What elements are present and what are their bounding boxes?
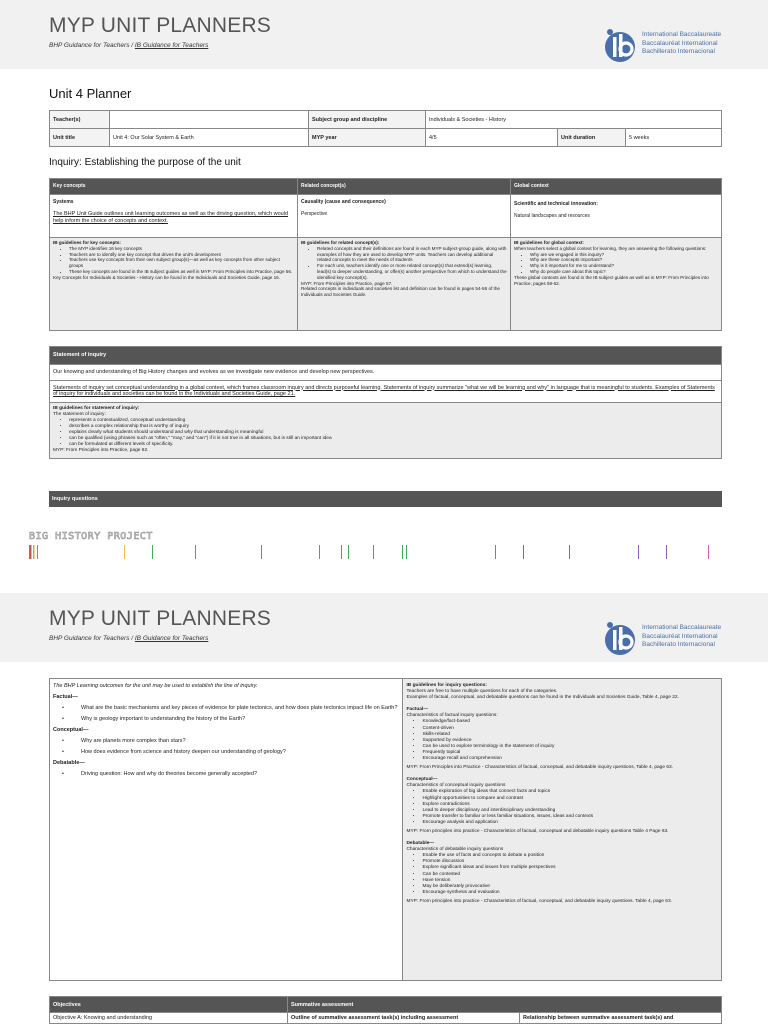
iq-guide-item: • Lead to deeper disciplinary and interdisciplinary understanding [422, 808, 718, 814]
duration-label: Unit duration [558, 129, 626, 147]
concepts-table [49, 178, 722, 331]
iq-guide-debatable-label: Debatable— [406, 841, 435, 847]
iq-guide-factual-foot: MYP: From Principles into Practice - Characteristics of factual, conceptual, and debatable inquiry questions, Table 4, page 63. [406, 765, 674, 771]
myp-year-value[interactable]: 4/5 [426, 129, 558, 147]
global-context-value-2: Natural landscapes and resources [514, 213, 590, 220]
iq-guide-item: • Promote transfer to familiar or less familiar situations, issues, ideas and contexts [422, 814, 718, 820]
big-history-project-logo: BIG HISTORY PROJECT [29, 531, 153, 542]
iq-guide-item: • Skills-related [422, 732, 718, 738]
iq-guide-item: • Enable exploration of big ideas that connect facts and topics [422, 789, 718, 795]
objectives-header: Objectives [50, 997, 288, 1013]
inquiry-questions-header: Inquiry questions [49, 491, 722, 507]
iq-guide-item: • May be deliberately provocative [422, 884, 718, 890]
iq-guide-conceptual-foot: MYP: From principles into practice - Characteristics of factual, conceptual and debatable inquiry questions Table 4 Page 63. [406, 828, 669, 834]
ib-line-3: Bachillerato Internacional [642, 48, 715, 55]
inquiry-heading: Inquiry: Establishing the purpose of the unit [49, 157, 241, 168]
statement-guide-item: • can be formulated at different levels of specificity. [69, 442, 718, 448]
conceptual-question: • How does evidence from science and history deepen our understanding of geology? [53, 749, 399, 756]
iq-guide-intro-1: Teachers are free to have multiple questions for each of the categories. [406, 689, 558, 695]
global-guide-intro: When teachers select a global context for learning, they are answering the following questions: [514, 245, 707, 251]
statement-guide-item: • explains clearly what students should understand and why that understanding is meaningful [69, 430, 718, 436]
key-guide-item: • Teachers are to identify one key concept that drives the unit's development [69, 252, 294, 258]
global-guide-item: • Why are these concepts important? [530, 257, 718, 263]
summative-outline-header: Outline of summative assessment task(s) including assessment [288, 1013, 520, 1024]
teacher-value[interactable] [110, 111, 309, 129]
statement-text[interactable]: Our knowing and understanding of Big History changes and evolves as we investigate new evidence and develop new perspectives. [50, 364, 721, 380]
iq-guide-item: • Highlight opportunities to compare and contrast [422, 796, 718, 802]
related-concept-value-1: Causality (cause and consequence) [301, 199, 386, 205]
iq-guide-factual-label: Factual— [406, 707, 429, 713]
page1-subtitle-a: BHP Guidance for Teachers / [49, 42, 135, 49]
iq-guide-item: • Can be contested [422, 872, 718, 878]
iq-guide-intro-2: Examples of factual, conceptual, and debatable questions can be found in the Individuals and Societies Guide, Table 4, page 22. [406, 695, 679, 701]
inquiry-questions-cell[interactable] [50, 679, 403, 981]
ib-wordmark [642, 624, 721, 650]
page2-subtitle [49, 635, 208, 642]
iq-guide-item: • Encourage analysis and application [422, 820, 718, 826]
ib-line-1: International Baccalaureate [642, 31, 722, 38]
page1-header [0, 0, 768, 69]
objective-a[interactable]: Objective A: Knowing and understanding [50, 1013, 288, 1024]
global-guide-item: • Why do people care about this topic? [530, 269, 718, 275]
page1-title: MYP UNIT PLANNERS [49, 14, 272, 37]
statement-of-inquiry-box [49, 346, 722, 459]
iq-guide-debatable-intro: Characteristics of debatable inquiry questions [406, 847, 504, 853]
iq-guide-item: • Explore contradictions [422, 802, 718, 808]
statement-guide-foot: MYP: From Principles into Practice, page 62. [53, 448, 149, 454]
debatable-question: • Driving question: How and why do theories become generally accepted? [53, 771, 399, 778]
iq-guide-item: • Frequently topical [422, 750, 718, 756]
ib-wordmark [642, 31, 721, 57]
objectives-table [49, 996, 722, 1024]
related-guide-item: • Related concepts and their definitions are found in each MYP subject-group guide, along with examples of how they are used to develop MYP units. Teachers can develop additional related concepts to meet the needs of students [317, 246, 507, 263]
iq-guide-item: • Have tension [422, 878, 718, 884]
global-guide-item: • Why are we engaged in this inquiry? [530, 252, 718, 258]
key-guide-item: • These key concepts are found in the IB subject guides as well in MYP: From Principles into Practice, page 56. [69, 269, 294, 275]
ib-line-1: International Baccalaureate [642, 624, 722, 631]
page2-header [0, 593, 768, 662]
inquiry-questions-guide [403, 679, 722, 981]
related-guide-item: • For each unit, teachers identify one or more related concept(s) that extend(s) learning, lead(s) to deeper understanding, or offer(s) another perspective from which to understand the identified key concept(s). [317, 263, 507, 280]
page1-subtitle [49, 42, 208, 49]
iq-guide-conceptual-intro: Characteristics of conceptual inquiry questions [406, 783, 506, 789]
global-guide-foot: These global contexts are found in the IB subject guides as well as in MYP: From Principles into Practice, pages 59-62. [514, 274, 709, 286]
unit-title-value[interactable]: Unit 4: Our Solar System & Earth [110, 129, 309, 147]
key-concept-note: The BHP Unit Guide outlines unit learning outcomes as well as the driving question, which would help inform the choice of concepts and context. [53, 211, 288, 225]
iq-guide-title: IB guidelines for inquiry questions: [406, 683, 487, 688]
iq-guide-debatable-foot: MYP: From principles into practice - Characteristics of factual, conceptual, and debatable inquiry questions. Table 4, page 63. [406, 898, 672, 904]
key-guide-item: • The MYP identifies 16 key concepts [69, 246, 294, 252]
key-concept-value: Systems [53, 199, 74, 205]
iq-guide-item: • Explore significant ideas and issues from multiple perspectives [422, 865, 718, 871]
ib-logo-icon [603, 24, 635, 64]
global-guide-item: • Why is it important for me to understand? [530, 263, 718, 269]
iq-guide-factual-intro: Characteristics of factual inquiry questions: [406, 713, 498, 719]
global-context-header: Global context [511, 179, 722, 195]
unit-title-label: Unit title [50, 129, 110, 147]
page2-subtitle-link[interactable]: IB Guidance for Teachers [134, 635, 209, 642]
unit-heading: Unit 4 Planner [49, 86, 132, 101]
duration-value[interactable]: 5 weeks [626, 129, 722, 147]
factual-question: • Why is geology important to understanding the history of the Earth? [53, 716, 399, 723]
subject-value[interactable]: Individuals & Societies - History [426, 111, 722, 129]
timeline-marks-icon [0, 542, 768, 562]
related-concepts-guide [298, 238, 511, 331]
conceptual-question: • Why are planets more complex than stars? [53, 738, 399, 745]
page2-subtitle-a: BHP Guidance for Teachers / [49, 635, 135, 642]
summative-assessment-header: Summative assessment [288, 997, 722, 1013]
related-guide-foot-1: MYP: From Principles into Practice, page 57. [301, 280, 393, 286]
iq-guide-item: • Can be used to explore terminology in the statement of inquiry [422, 744, 718, 750]
page2-title: MYP UNIT PLANNERS [49, 607, 272, 630]
global-context-cell[interactable] [511, 195, 722, 238]
page1-subtitle-link[interactable]: IB Guidance for Teachers [134, 42, 209, 49]
iq-guide-item: • Encourage synthesis and evaluation [422, 890, 718, 896]
statement-guide-item: • can be qualified (using phrases such as "often," "may," and "can") if it is not true in all situations, but is still an important idea [69, 436, 718, 442]
global-guide-title: IB guidelines for global context: [514, 240, 584, 245]
statement-note: Statements of inquiry set conceptual understanding in a global context, which frames classroom inquiry and directs purposeful learning. Statements of inquiry summarize "what we will be learning and why" in language that is meaningful to students. Examples of Statements of inquiry for individuals and societies can be found in the Individuals and Societies Guide, page 21. [50, 380, 721, 402]
key-guide-title: IB guidelines for key concepts: [53, 240, 121, 245]
statement-guide-item: • describes a complex relationship that is worthy of inquiry [69, 424, 718, 430]
conceptual-label: Conceptual— [53, 727, 89, 733]
key-concepts-header: Key concepts [50, 179, 298, 195]
summative-relationship-header: Relationship between summative assessment task(s) and [520, 1013, 722, 1024]
questions-intro: The BHP Learning outcomes for the unit may be used to establish the line of inquiry. [53, 683, 258, 689]
related-concept-value-2: Perspective [301, 211, 328, 218]
ib-logo-icon [603, 617, 635, 657]
global-context-value-1: Scientific and technical innovation: [514, 201, 598, 207]
iq-guide-conceptual-label: Conceptual— [406, 777, 438, 783]
key-concepts-guide [50, 238, 298, 331]
iq-guide-item: • Encourage recall and comprehension [422, 756, 718, 762]
statement-guide-item: • represents a contextualized, conceptual understanding [69, 418, 718, 424]
teacher-label: Teacher(s) [50, 111, 110, 129]
key-guide-item: • Teachers use key concepts from their own subject group(s)—as well as key concepts from other subject groups [69, 257, 294, 269]
related-guide-foot-2: Related concepts in individuals and societies list and definition can be found in pages 54-56 of the Individuals and Societies Guide. [301, 286, 500, 298]
myp-year-label: MYP year [309, 129, 426, 147]
ib-line-3: Bachillerato Internacional [642, 641, 715, 648]
related-concept-cell[interactable] [298, 195, 511, 238]
iq-guide-item: • Knowledge/fact-based [422, 719, 718, 725]
statement-guide-title: IB guidelines for statement of inquiry: [53, 405, 140, 411]
statement-guide [50, 402, 721, 459]
iq-guide-item: • Content-driven [422, 726, 718, 732]
iq-guide-item: • Enable the use of facts and concepts to debate a position [422, 853, 718, 859]
ib-line-2: Baccalauréat International [642, 632, 718, 640]
statement-header: Statement of inquiry [50, 347, 721, 364]
unit-meta-table [49, 110, 722, 147]
statement-guide-intro: The statement of inquiry: [53, 411, 106, 417]
ib-line-2: Baccalauréat International [642, 39, 718, 47]
factual-question: • What are the basic mechanisms and key pieces of evidence for plate tectonics, and how does plate tectonics impact life on Earth? [53, 705, 399, 712]
key-guide-foot: Key Concepts for Individuals & Societies - History can be found in the Individuals and Societies Guide, page 16. [53, 274, 281, 280]
factual-label: Factual— [53, 694, 78, 700]
debatable-label: Debatable— [53, 760, 85, 766]
inquiry-questions-table [49, 678, 722, 981]
related-guide-title: IB guidelines for related concept(s): [301, 240, 380, 245]
iq-guide-item: • Promote discussion [422, 859, 718, 865]
iq-guide-item: • Supported by evidence [422, 738, 718, 744]
key-concept-cell[interactable] [50, 195, 298, 238]
global-context-guide [511, 238, 722, 331]
subject-label: Subject group and discipline [309, 111, 426, 129]
related-concepts-header: Related concept(s) [298, 179, 511, 195]
